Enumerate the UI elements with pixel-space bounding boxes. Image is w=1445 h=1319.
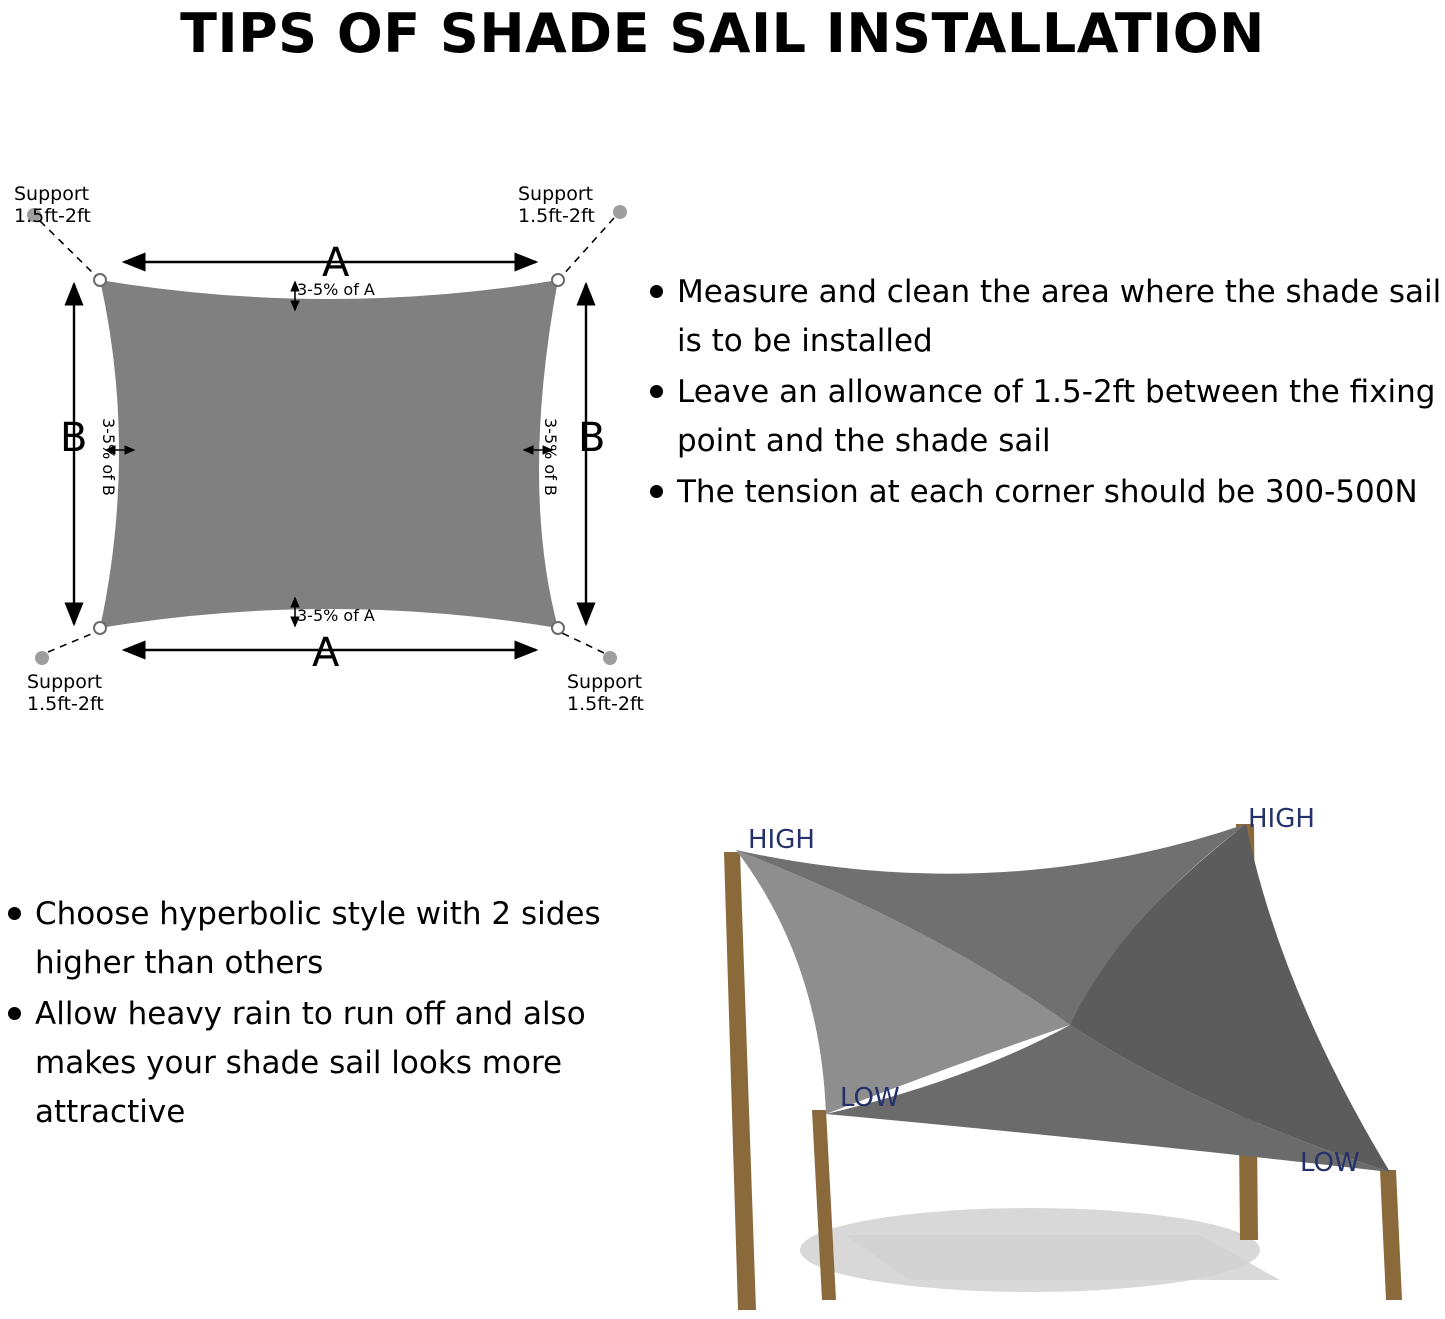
label-low-left: LOW [840, 1083, 900, 1113]
list-item [650, 268, 1445, 366]
support-label-top-right [518, 184, 595, 228]
bullet-dot-icon [8, 1007, 21, 1020]
bullet-dot-icon [8, 907, 21, 920]
curve-label-a-bottom: 3-5% of A [297, 606, 375, 625]
tension-line-top-left [40, 221, 96, 276]
curve-label-a-top: 3-5% of A [297, 280, 375, 299]
dimension-label-a-bottom: A [312, 630, 340, 676]
support-label-line2: 1.5ft-2ft [518, 204, 595, 227]
post-high-left [724, 852, 756, 1310]
grommet-bottom-left [94, 622, 106, 634]
hyperbolic-sail-illustration [640, 780, 1445, 1319]
support-label-top-left [14, 184, 91, 228]
list-item [8, 990, 618, 1137]
tip-text: Choose hyperbolic style with 2 sides higher than others [35, 896, 601, 981]
label-high-right: HIGH [1248, 804, 1315, 834]
tips-list-right [650, 268, 1445, 519]
support-label-line1: Support [518, 183, 594, 205]
tips-list-left [8, 890, 618, 1139]
support-label-bottom-left [27, 672, 104, 716]
anchor-dot-top-right [613, 205, 627, 219]
grommet-top-right [552, 274, 564, 286]
tip-text: Measure and clean the area where the shade sail is to be installed [677, 274, 1442, 359]
support-label-line2: 1.5ft-2ft [14, 204, 91, 227]
label-low-right: LOW [1300, 1148, 1360, 1178]
rectangular-sail-diagram [0, 150, 660, 750]
tip-text: Leave an allowance of 1.5-2ft between the fixing point and the shade sail [677, 373, 1436, 459]
tension-line-bottom-left [48, 632, 96, 652]
tip-text: The tension at each corner should be 300-500N [677, 473, 1418, 510]
list-item [650, 468, 1445, 517]
support-label-bottom-right [567, 672, 644, 716]
tip-text: Allow heavy rain to run off and also makes your shade sail looks more attractive [35, 995, 586, 1130]
support-label-line2: 1.5ft-2ft [567, 692, 644, 715]
anchor-dot-bottom-right [603, 651, 617, 665]
label-high-left: HIGH [748, 825, 815, 855]
list-item [8, 890, 618, 988]
dimension-label-b-left: B [60, 415, 88, 461]
grommet-bottom-right [552, 622, 564, 634]
bullet-dot-icon [650, 285, 663, 298]
bullet-dot-icon [650, 385, 663, 398]
support-label-line1: Support [14, 183, 90, 205]
dimension-label-b-right: B [578, 415, 606, 461]
page-title: TIPS OF SHADE SAIL INSTALLATION [180, 2, 1265, 65]
hyperbolic-sail-svg [640, 780, 1445, 1319]
tension-line-bottom-right [562, 633, 604, 653]
list-item [650, 368, 1445, 466]
curve-label-b-left: 3-5% of B [99, 418, 118, 496]
dimension-label-a-top: A [322, 240, 350, 286]
sail-shape [100, 280, 558, 628]
support-label-line1: Support [27, 671, 103, 693]
anchor-dot-bottom-left [35, 651, 49, 665]
support-label-line2: 1.5ft-2ft [27, 692, 104, 715]
post-low-right [1380, 1170, 1402, 1300]
bullet-dot-icon [650, 485, 663, 498]
post-low-left [812, 1110, 836, 1300]
support-label-line1: Support [567, 671, 643, 693]
curve-label-b-right: 3-5% of B [541, 418, 560, 496]
